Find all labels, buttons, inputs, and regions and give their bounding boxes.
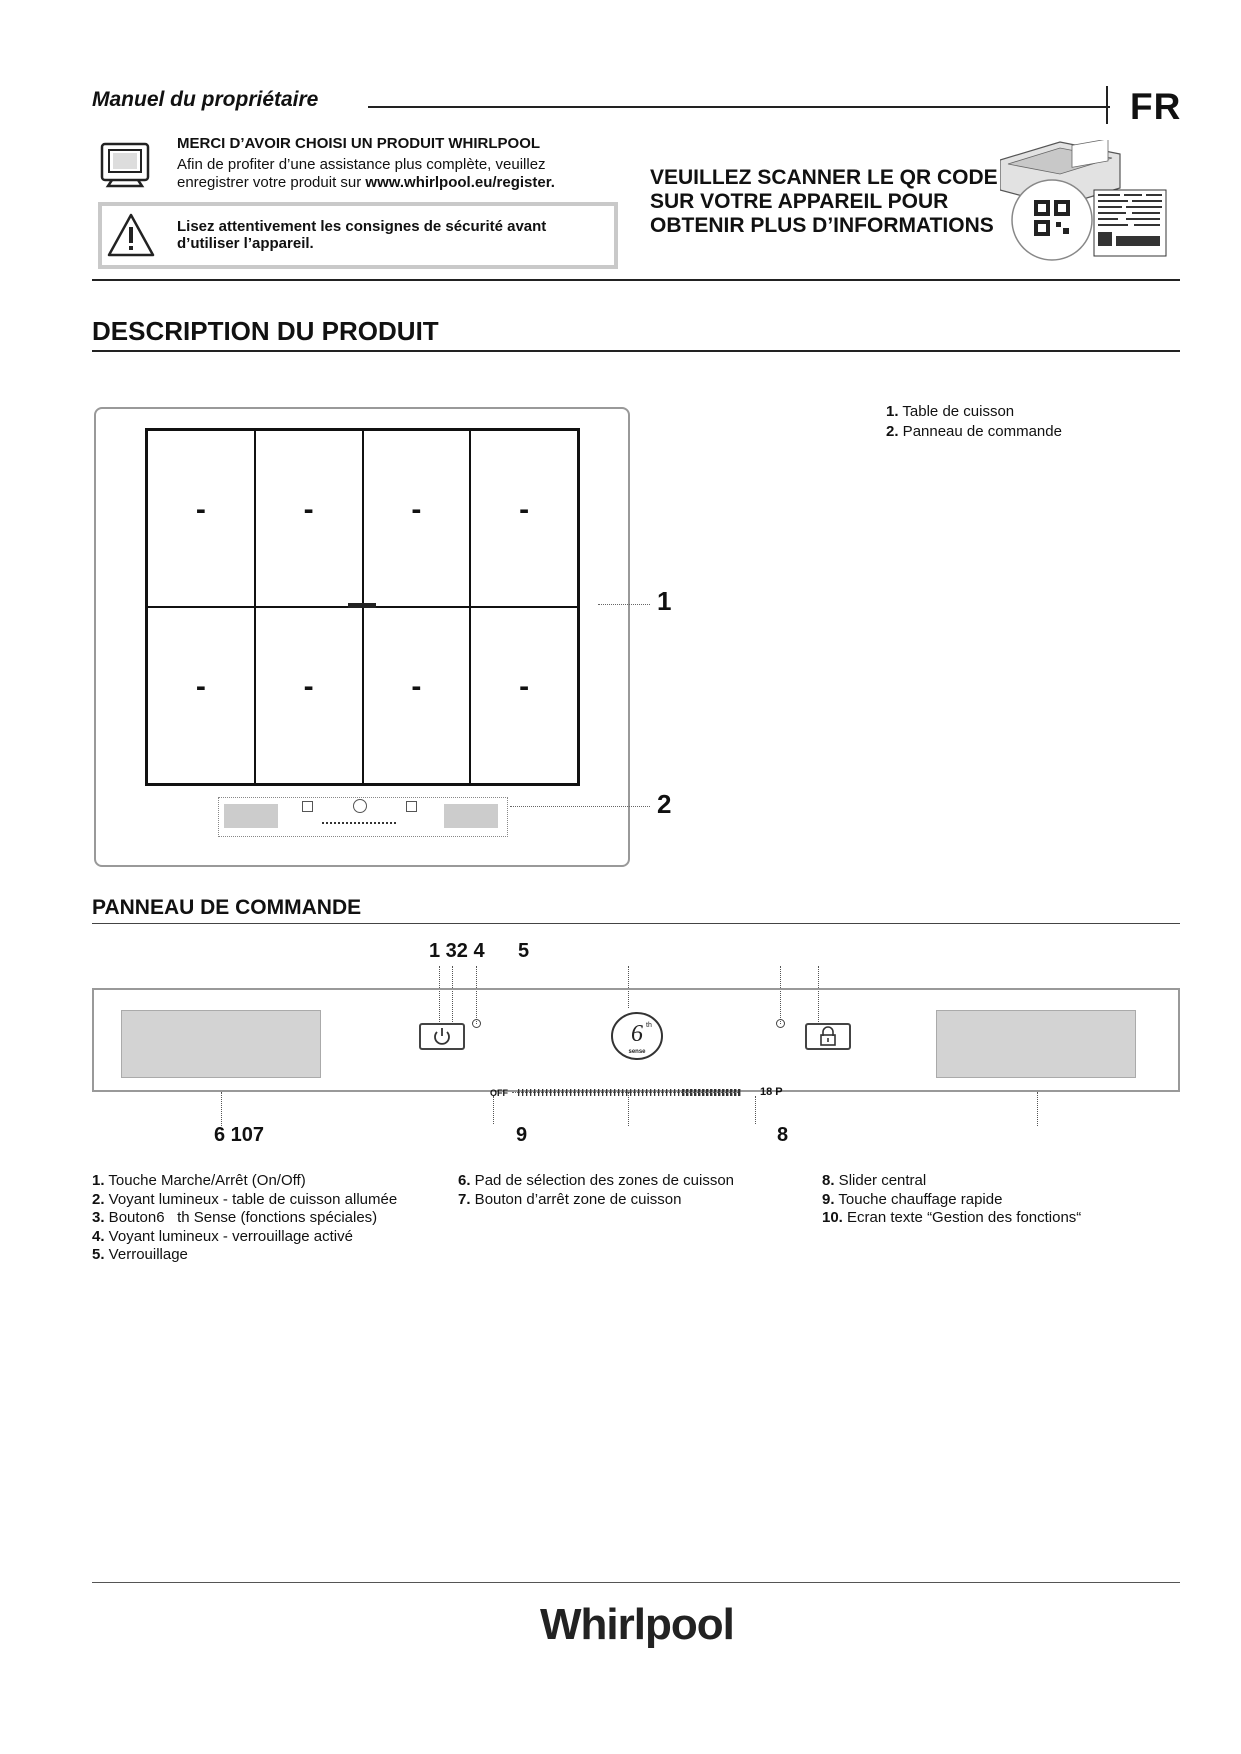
footer-rule — [92, 1582, 1180, 1583]
section-rule-description — [92, 350, 1180, 352]
qr-line-1: VEUILLEZ SCANNER LE QR CODE — [650, 166, 998, 189]
legend-text: Bouton6 th Sense (fonctions spéciales) — [104, 1209, 378, 1226]
zone-indicator: - — [303, 669, 314, 703]
section-rule-control-panel — [92, 923, 1180, 924]
legend-item — [92, 1209, 397, 1228]
control-legend-col-2 — [458, 1172, 734, 1209]
thanks-text — [177, 156, 617, 192]
leader-right-pad — [1037, 1092, 1038, 1126]
legend-item — [822, 1191, 1081, 1210]
central-slider[interactable] — [516, 1088, 742, 1098]
cooking-zone — [255, 607, 363, 784]
zone-indicator: - — [195, 669, 206, 703]
qr-line-2: SUR VOTRE APPAREIL POUR — [650, 190, 949, 213]
zone-indicator: - — [303, 492, 314, 526]
legend-num: 9. — [822, 1190, 835, 1208]
safety-line-1: Lisez attentivement les consignes de sécurité avant — [177, 218, 547, 235]
warning-icon — [106, 212, 156, 258]
header-rule — [368, 106, 1110, 108]
legend-text: Verrouillage — [104, 1246, 188, 1263]
power-button[interactable] — [419, 1023, 465, 1050]
legend-item — [886, 422, 1062, 442]
hob-lock-icon — [406, 801, 417, 812]
manual-title: Manuel du propriétaire — [92, 88, 319, 111]
thanks-line-1: Afin de profiter d’une assistance plus complète, veuillez — [177, 156, 546, 173]
callout-top-1-3-2-4: 1 32 4 — [429, 940, 485, 962]
description-legend — [886, 402, 1062, 442]
hob-panel-display-left — [224, 804, 278, 828]
legend-item — [92, 1228, 397, 1247]
safety-line-2: d’utiliser l’appareil. — [177, 235, 314, 252]
legend-text: Panneau de commande — [898, 423, 1062, 440]
register-url[interactable]: www.whirlpool.eu/register. — [365, 174, 555, 191]
header-bottom-rule — [92, 279, 1180, 281]
svg-text:6: 6 — [631, 1021, 643, 1047]
section-title-description: DESCRIPTION DU PRODUIT — [92, 316, 439, 346]
legend-item — [458, 1172, 734, 1191]
leader-slider — [512, 1092, 738, 1093]
zone-indicator: - — [411, 492, 422, 526]
legend-num: 6. — [458, 1172, 471, 1189]
leader-6-10-7 — [221, 1092, 222, 1126]
cooking-zone — [470, 430, 578, 607]
legend-text: Slider central — [834, 1172, 927, 1189]
qr-line-3: OBTENIR PLUS D’INFORMATIONS — [650, 214, 994, 237]
legend-text: Table de cuisson — [898, 403, 1015, 420]
cooking-zone — [147, 607, 255, 784]
lock-button[interactable] — [805, 1023, 851, 1050]
legend-num: 2. — [92, 1190, 105, 1208]
cooking-zone — [470, 607, 578, 784]
zone-selection-pad-left[interactable] — [121, 1010, 321, 1078]
zone-indicator: - — [519, 492, 530, 526]
legend-text: Bouton d’arrêt zone de cuisson — [470, 1190, 682, 1208]
legend-item — [822, 1209, 1081, 1228]
legend-text: Voyant lumineux - verrouillage activé — [104, 1227, 353, 1245]
section-title-control-panel: PANNEAU DE COMMANDE — [92, 896, 362, 919]
leader-8 — [755, 1096, 756, 1124]
legend-item — [92, 1172, 397, 1191]
legend-text: Pad de sélection des zones de cuisson — [470, 1172, 735, 1189]
lock-icon — [807, 1025, 849, 1048]
legend-num: 1. — [886, 403, 899, 420]
power-icon — [421, 1025, 463, 1048]
safety-text — [177, 218, 607, 252]
hob-slider — [322, 822, 396, 826]
legend-item — [458, 1191, 734, 1210]
header-divider — [1106, 86, 1108, 124]
language-code: FR — [1130, 86, 1182, 127]
callout-bottom-6-10-7: 6 107 — [214, 1124, 265, 1146]
legend-text: Voyant lumineux - table de cuisson allumée — [104, 1190, 398, 1208]
slider-off-label[interactable]: OFF — [490, 1088, 508, 1098]
hob-power-icon — [302, 801, 313, 812]
cooking-zone — [255, 430, 363, 607]
legend-text: Ecran texte “Gestion des fonctions“ — [842, 1209, 1082, 1226]
zone-indicator: - — [195, 492, 206, 526]
sixth-sense-button[interactable] — [609, 1010, 665, 1062]
cooking-zone — [363, 607, 471, 784]
legend-num: 2. — [886, 423, 899, 440]
leader-9 — [493, 1096, 494, 1124]
zone-selection-pad-right[interactable] — [936, 1010, 1136, 1078]
legend-num: 10. — [822, 1209, 843, 1226]
legend-item — [822, 1172, 1081, 1191]
cooking-zone — [363, 430, 471, 607]
legend-num: 7. — [458, 1190, 471, 1208]
legend-item — [92, 1246, 397, 1265]
callout-1: 1 — [657, 586, 672, 616]
thanks-line-2-prefix: enregistrer votre produit sur — [177, 174, 366, 191]
legend-item — [886, 402, 1062, 422]
hob-sense-icon — [353, 799, 367, 813]
legend-text: Touche Marche/Arrêt (On/Off) — [104, 1172, 306, 1189]
control-legend-col-1 — [92, 1172, 397, 1265]
qr-instructions — [650, 166, 1010, 238]
legend-num: 3. — [92, 1209, 105, 1226]
callout-top-5: 5 — [518, 940, 530, 962]
power-on-led — [472, 1019, 481, 1028]
lock-active-led — [776, 1019, 785, 1028]
callout-bottom-8: 8 — [777, 1124, 789, 1146]
zone-indicator: - — [519, 669, 530, 703]
hob-panel-display-right — [444, 804, 498, 828]
sense-label: sense — [628, 1049, 646, 1055]
legend-text: Touche chauffage rapide — [834, 1190, 1003, 1208]
slider-boost-label[interactable]: 18 P — [760, 1086, 783, 1098]
cooking-zone — [147, 430, 255, 607]
legend-num: 1. — [92, 1172, 105, 1189]
appliance-qr-illustration — [1000, 140, 1180, 262]
leader-slider-mid — [628, 1092, 629, 1126]
legend-item — [92, 1191, 397, 1210]
leader-line-1 — [598, 604, 650, 605]
thanks-line-2 — [177, 174, 617, 192]
legend-num: 8. — [822, 1172, 835, 1189]
zone-indicator: - — [411, 669, 422, 703]
thanks-title: MERCI D’AVOIR CHOISI UN PRODUIT WHIRLPOOL — [177, 135, 541, 152]
svg-text:th: th — [646, 1022, 652, 1029]
computer-icon — [100, 142, 150, 188]
callout-bottom-9: 9 — [516, 1124, 528, 1146]
callout-2: 2 — [657, 789, 672, 819]
whirlpool-logo: Whirlpool — [540, 1600, 734, 1649]
leader-line-2 — [510, 806, 650, 807]
center-marker — [348, 603, 376, 608]
control-legend-col-3 — [822, 1172, 1081, 1228]
legend-num: 5. — [92, 1246, 105, 1263]
legend-num: 4. — [92, 1227, 105, 1245]
